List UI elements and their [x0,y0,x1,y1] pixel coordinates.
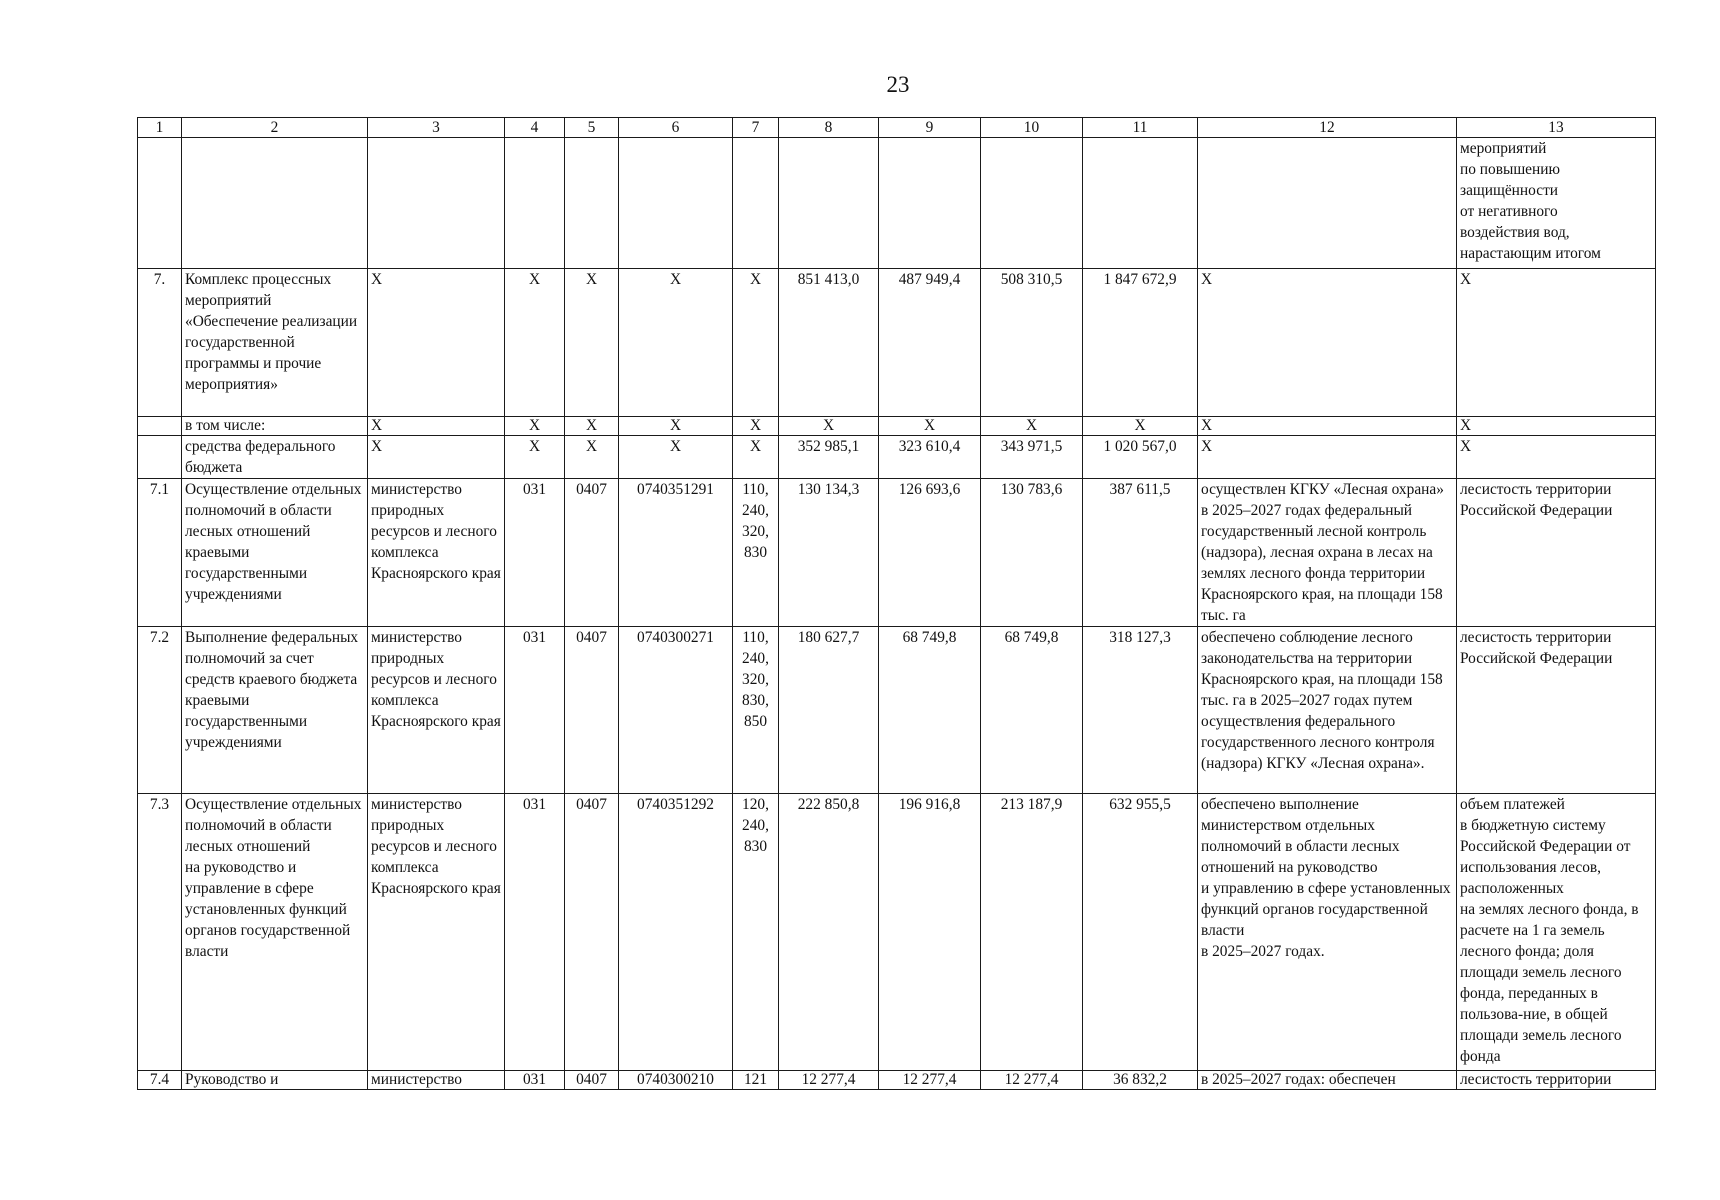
row-number: 7.2 [138,627,182,794]
grbs-cell: X [505,269,565,417]
amount-2026: 68 749,8 [879,627,981,794]
table-row [138,479,1656,627]
vr-cell: 120, 240, 830 [733,794,779,1071]
event-name: Осуществление отдельных полномочий в области лесных отношений краевыми государственными учреждениями [182,479,368,627]
table-row [138,269,1656,417]
rzpr-cell: X [565,436,619,479]
header-cell: 8 [779,118,879,138]
indicator-cell: X [1457,269,1656,417]
responsible-cell: X [368,417,505,436]
csr-cell: 0740300210 [619,1071,733,1090]
amount-2027: X [981,417,1083,436]
header-cell: 12 [1198,118,1457,138]
vr-cell: X [733,417,779,436]
csr-cell: X [619,269,733,417]
table-row [138,1071,1656,1090]
rzpr-cell: X [565,417,619,436]
row-number: 7. [138,269,182,417]
vr-cell: X [733,269,779,417]
vr-cell: 110, 240, 320, 830 [733,479,779,627]
row-number: 7.3 [138,794,182,1071]
table-row [138,627,1656,794]
amount-2025: 851 413,0 [779,269,879,417]
event-name: средства федерального бюджета [182,436,368,479]
header-cell: 7 [733,118,779,138]
event-name: в том числе: [182,417,368,436]
amount-2026: 12 277,4 [879,1071,981,1090]
result-cell: обеспечено выполнение министерством отдельных полномочий в области лесных отношений на руководство и управлению в сфере установленных функций органов государственной власти в 2025–2027 годах. [1198,794,1457,1071]
responsible-cell: министерство [368,1071,505,1090]
vr-cell: 110, 240, 320, 830, 850 [733,627,779,794]
indicator-cell: лесистость территории Российской Федерации [1457,627,1656,794]
header-cell: 9 [879,118,981,138]
csr-cell: X [619,417,733,436]
amount-total: 36 832,2 [1083,1071,1198,1090]
amount-total: 1 847 672,9 [1083,269,1198,417]
page-number: 23 [886,72,910,97]
amount-total: 1 020 567,0 [1083,436,1198,479]
header-cell: 6 [619,118,733,138]
grbs-cell: 031 [505,627,565,794]
rzpr-cell: 0407 [565,794,619,1071]
event-name: Руководство и [182,1071,368,1090]
responsible-cell: министерство природных ресурсов и лесного комплекса Красноярского края [368,627,505,794]
csr-cell: X [619,436,733,479]
responsible-cell: X [368,436,505,479]
indicator-cell: X [1457,417,1656,436]
amount-2027: 508 310,5 [981,269,1083,417]
header-cell: 13 [1457,118,1656,138]
vr-cell: 121 [733,1071,779,1090]
header-cell: 11 [1083,118,1198,138]
rzpr-cell: 0407 [565,627,619,794]
responsible-cell: министерство природных ресурсов и лесного комплекса Красноярского края [368,794,505,1071]
indicator-cell: мероприятий по повышению защищённости от негативного воздействия вод, нарастающим итогом [1457,138,1656,269]
grbs-cell: 031 [505,794,565,1071]
responsible-cell: министерство природных ресурсов и лесного комплекса Красноярского края [368,479,505,627]
indicator-cell: лесистость территории [1457,1071,1656,1090]
amount-2025: X [779,417,879,436]
amount-2025: 12 277,4 [779,1071,879,1090]
amount-2027: 130 783,6 [981,479,1083,627]
amount-2025: 130 134,3 [779,479,879,627]
result-cell: X [1198,417,1457,436]
header-cell: 10 [981,118,1083,138]
result-cell: обеспечено соблюдение лесного законодательства на территории Красноярского края, на площади 158 тыс. га в 2025–2027 годах путем осуществления федерального государственного лесного контроля (надзора) КГКУ «Лесная охрана». [1198,627,1457,794]
amount-2025: 352 985,1 [779,436,879,479]
header-cell: 4 [505,118,565,138]
amount-2025: 180 627,7 [779,627,879,794]
result-cell: осуществлен КГКУ «Лесная охрана» в 2025–2027 годах федеральный государственный лесной контроль (надзора), лесная охрана в лесах на землях лесного фонда территории Красноярского края, на площади 158 тыс. га [1198,479,1457,627]
table-row [138,794,1656,1071]
vr-cell: X [733,436,779,479]
amount-total: X [1083,417,1198,436]
amount-2027: 213 187,9 [981,794,1083,1071]
indicator-cell: лесистость территории Российской Федерации [1457,479,1656,627]
result-cell: X [1198,269,1457,417]
rzpr-cell: X [565,269,619,417]
amount-total: 318 127,3 [1083,627,1198,794]
row-number: 7.4 [138,1071,182,1090]
grbs-cell: X [505,436,565,479]
csr-cell: 0740351292 [619,794,733,1071]
csr-cell: 0740351291 [619,479,733,627]
amount-2025: 222 850,8 [779,794,879,1071]
table-row [138,417,1656,436]
event-name: Осуществление отдельных полномочий в области лесных отношений на руководство и управление в сфере установленных функций органов государственной власти [182,794,368,1071]
amount-2027: 12 277,4 [981,1071,1083,1090]
amount-2026: 196 916,8 [879,794,981,1071]
amount-2026: 126 693,6 [879,479,981,627]
header-cell: 2 [182,118,368,138]
csr-cell: 0740300271 [619,627,733,794]
header-cell: 1 [138,118,182,138]
header-row [138,118,1656,138]
program-table [137,117,1656,1090]
amount-2026: 487 949,4 [879,269,981,417]
amount-total: 387 611,5 [1083,479,1198,627]
table-row [138,436,1656,479]
rzpr-cell: 0407 [565,479,619,627]
indicator-cell: X [1457,436,1656,479]
responsible-cell: X [368,269,505,417]
indicator-cell: объем платежей в бюджетную систему Российской Федерации от использования лесов, расположенных на землях лесного фонда, в расчете на 1 га земель лесного фонда; доля площади земель лесного фонда, переданных в пользова-ние, в общей площади земель лесного фонда [1457,794,1656,1071]
rzpr-cell: 0407 [565,1071,619,1090]
grbs-cell: 031 [505,479,565,627]
amount-2026: X [879,417,981,436]
result-cell: в 2025–2027 годах: обеспечен [1198,1071,1457,1090]
row-number: 7.1 [138,479,182,627]
header-cell: 5 [565,118,619,138]
header-cell: 3 [368,118,505,138]
amount-2026: 323 610,4 [879,436,981,479]
amount-2027: 343 971,5 [981,436,1083,479]
table-row [138,138,1656,269]
event-name: Комплекс процессных мероприятий «Обеспечение реализации государственной программы и прочие мероприятия» [182,269,368,417]
grbs-cell: X [505,417,565,436]
event-name: Выполнение федеральных полномочий за счет средств краевого бюджета краевыми государственными учреждениями [182,627,368,794]
grbs-cell: 031 [505,1071,565,1090]
result-cell: X [1198,436,1457,479]
amount-total: 632 955,5 [1083,794,1198,1071]
amount-2027: 68 749,8 [981,627,1083,794]
